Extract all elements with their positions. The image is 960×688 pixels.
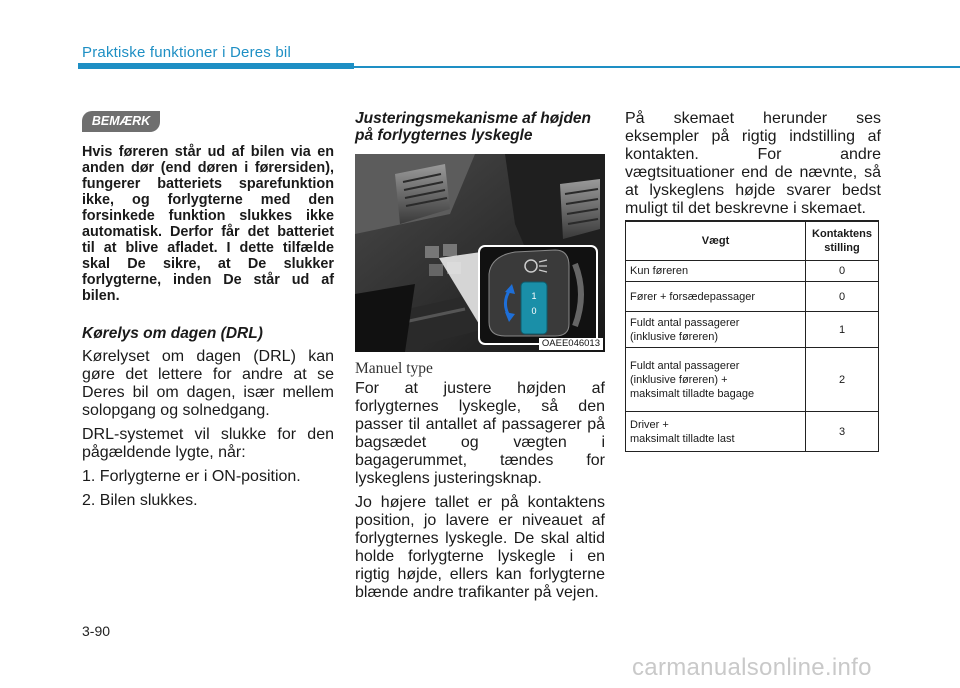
note-text: Hvis føreren står ud af bilen via en anden dør (end døren i førersiden), fungerer batteriets sparefunktion ikke, og forlygterne med den forsinkede funktion slukkes ikke automatisk. Derfor får det batteriet til at blive afladet. I dette tilfælde skal De sikre, at De slukker forlygterne, inden De står ud af bilen.	[82, 144, 334, 304]
table-intro: På skemaet herunder ses eksempler på rigtig indstilling af kontakten. For andre vægtsituationer end de nævnte, så at lyskeglens højde svarer bedst muligt til det beskrevne i skemaet.	[625, 110, 881, 217]
header-position: Kontaktens stilling	[806, 221, 879, 261]
position-cell: 0	[806, 282, 879, 312]
weight-cell: Kun føreren	[626, 261, 806, 282]
adjust-heading: Justeringsmekanisme af højden på forlygternes lyskegle	[355, 110, 592, 144]
weight-cell: Fuldt antal passagerer (inklusive føreren) + maksimalt tilladte bagage	[626, 348, 806, 412]
switch-label-1: 1	[531, 291, 537, 301]
load-table	[625, 220, 879, 452]
drl-heading: Kørelys om dagen (DRL)	[82, 325, 263, 342]
position-cell: 3	[806, 412, 879, 452]
table-row	[626, 412, 879, 452]
dash-switch	[443, 244, 457, 256]
weight-cell: Fører + forsædepassager	[626, 282, 806, 312]
position-cell: 1	[806, 312, 879, 348]
dash-switch	[425, 246, 439, 258]
dash-switch	[429, 264, 443, 276]
switch-label-0: 0	[531, 306, 537, 316]
table-header-row	[626, 221, 879, 261]
manual-paragraph: Jo højere tallet er på kontaktens position, jo lavere er niveauet af forlygternes lyskegle. De skal altid holde forlygterne lyskegle i en rigtig højde, ellers kan forlygterne blænde andre trafikanter på vejen.	[355, 494, 605, 601]
drl-list-item: 2. Bilen slukkes.	[82, 492, 198, 509]
position-cell: 2	[806, 348, 879, 412]
table-row	[626, 261, 879, 282]
manual-type-heading: Manuel type	[355, 360, 433, 377]
table-row	[626, 348, 879, 412]
table-row	[626, 312, 879, 348]
section-title: Praktiske funktioner i Deres bil	[82, 44, 291, 61]
drl-list-item: 1. Forlygterne er i ON-position.	[82, 468, 301, 485]
headlight-leveling-photo	[355, 154, 605, 352]
header-weight: Vægt	[626, 221, 806, 261]
note-badge: BEMÆRK	[82, 111, 160, 132]
drl-paragraph: Kørelyset om dagen (DRL) kan gøre det lettere for andre at se Deres bil om dagen, især mellem solopgang og solnedgang.	[82, 348, 334, 419]
image-caption: OAEE046013	[539, 338, 603, 350]
position-cell: 0	[806, 261, 879, 282]
manual-paragraph: For at justere højden af forlygternes lyskegle, så den passer til antallet af passagerer på bagsædet og vægten i bagagerummet, tændes for lyskeglens justeringsknap.	[355, 380, 605, 487]
dashboard-illustration	[355, 154, 605, 352]
weight-cell: Fuldt antal passagerer (inklusive føreren)	[626, 312, 806, 348]
table-row	[626, 282, 879, 312]
drl-paragraph: DRL-systemet vil slukke for den pågældende lygte, når:	[82, 426, 334, 461]
header-rule-thick	[78, 63, 354, 69]
drl-body	[82, 348, 334, 516]
header-rule-thin	[354, 66, 960, 68]
weight-cell: Driver + maksimalt tilladte last	[626, 412, 806, 452]
manual-type-body	[355, 380, 605, 608]
watermark: carmanualsonline.info	[632, 654, 872, 681]
page-number: 3-90	[82, 623, 111, 639]
